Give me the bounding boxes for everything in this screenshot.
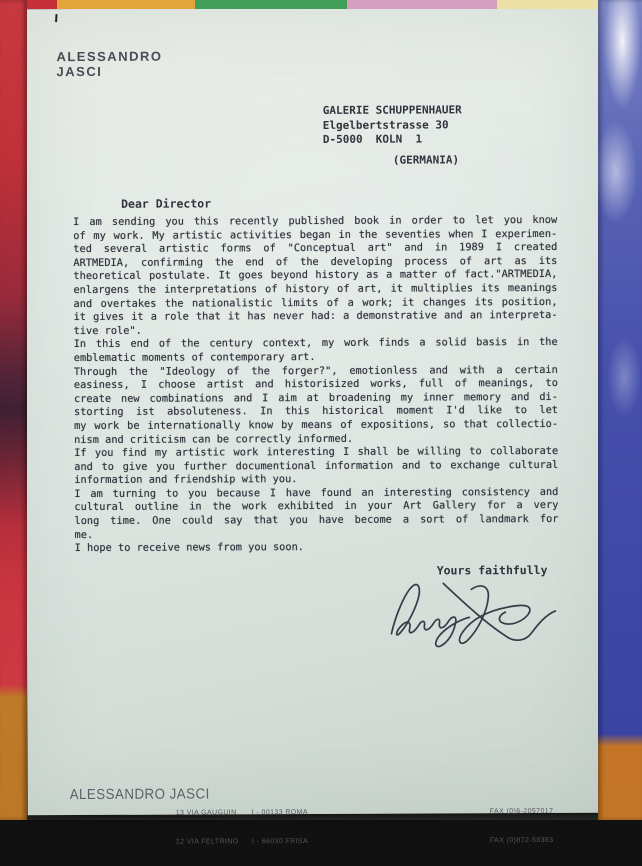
band-segment-amber	[57, 0, 195, 9]
body-line: cultural outline in the work exhibited in your Art Gallery for a very	[74, 499, 559, 514]
body-line: emblematic moments of contemporary art.	[73, 350, 316, 364]
recipient-city: D-5000 KOLN 1	[322, 132, 423, 146]
recipient-street: Elgelbertstrasse 30	[322, 117, 449, 132]
body-line: and overtakes the nationalistic limits of a work; it changes its position,	[73, 295, 558, 310]
footer-cities	[252, 789, 309, 865]
recipient-gallery: GALERIE SCHUPPENHAUER	[322, 103, 462, 117]
corner-mark	[55, 14, 58, 22]
letterhead	[56, 49, 162, 79]
body-line: ARTMEDIA, confirming the end of the developing process of art as its	[73, 254, 558, 269]
body-line: information and friendship with you.	[74, 473, 298, 487]
footer-fax	[490, 788, 554, 864]
blue-right-stripe	[598, 0, 642, 820]
body-line: nism and criticism can be correctly informed.	[74, 432, 354, 446]
letterhead-line1: ALESSANDRO	[56, 48, 163, 65]
closing: Yours faithfully	[436, 562, 548, 578]
body-line: In this end of the century context, my work finds a solid basis in the	[73, 336, 558, 351]
body-line: tive role".	[73, 324, 142, 337]
body-line: theoretical postulate. It goes beyond history as a matter of fact."ARTMEDIA,	[73, 268, 558, 283]
body-line: storting ist absoluteness. In this historical moment I'd like to let	[73, 404, 559, 419]
footer-fax-1: FAX (0)6-2057017	[489, 807, 554, 816]
footer-city-2: I - 66030 FRISA	[251, 837, 309, 845]
letter-body	[73, 214, 558, 556]
salutation: Dear Director	[121, 196, 212, 211]
band-segment-pink	[347, 0, 497, 9]
body-line: my work be internationally know by means of expositions, so that collectio-	[74, 417, 559, 432]
recipient-address	[323, 103, 462, 168]
body-line: create new combinations and I aim at broadening my inner memory and di-	[73, 390, 558, 405]
recipient-country: (GERMANIA)	[392, 152, 460, 167]
letterhead-line2: JASCI	[56, 63, 103, 80]
footer-street-2: 12 VIA FELTRINO	[175, 837, 239, 846]
body-line: long time. One could say that you have become a sort of landmark for	[74, 512, 559, 528]
body-line: I am sending you this recently published book in order to let you know	[73, 213, 558, 229]
body-line: of my work. My artistic activities began in the seventies when I experimen-	[73, 227, 558, 242]
body-line: I hope to receive news from you soon.	[74, 541, 304, 555]
body-line: I am turning to you because I have found an interesting consistency and	[74, 485, 559, 500]
body-line: ted several artistic forms of "Conceptual art" and in 1989 I created	[73, 241, 558, 256]
body-line: and to give you further documentional information and to exchange cultural	[74, 458, 559, 473]
footer-city-1: I - 00133 ROMA	[251, 809, 308, 817]
footer-street-1: 13 VIA GAUGUIN	[175, 809, 237, 817]
red-left-stripe	[0, 0, 27, 820]
body-line: it gives it a role that it has never had: a demonstrative and an interpreta-	[73, 309, 558, 324]
body-line: enlargens the interpretations of history of art, it multiplies its meanings	[73, 281, 558, 297]
body-line: easiness, I choose artist and historisized works, full of meanings, to	[73, 377, 558, 392]
body-line: me.	[74, 528, 94, 541]
letter-paper	[24, 7, 602, 846]
footer-fax-2: FAX (0)872-58383	[489, 836, 554, 844]
body-line: Through the "Ideology of the forger?", emotionless and with a certain	[73, 363, 558, 378]
footer-streets	[176, 789, 239, 865]
body-line: If you find my artistic work interesting I shall be willing to collaborate	[74, 445, 559, 460]
band-segment-green	[195, 0, 347, 9]
rainbow-top-band	[0, 0, 642, 9]
footer-name: ALESSANDRO JASCI	[69, 786, 210, 804]
handwritten-signature	[383, 571, 563, 652]
